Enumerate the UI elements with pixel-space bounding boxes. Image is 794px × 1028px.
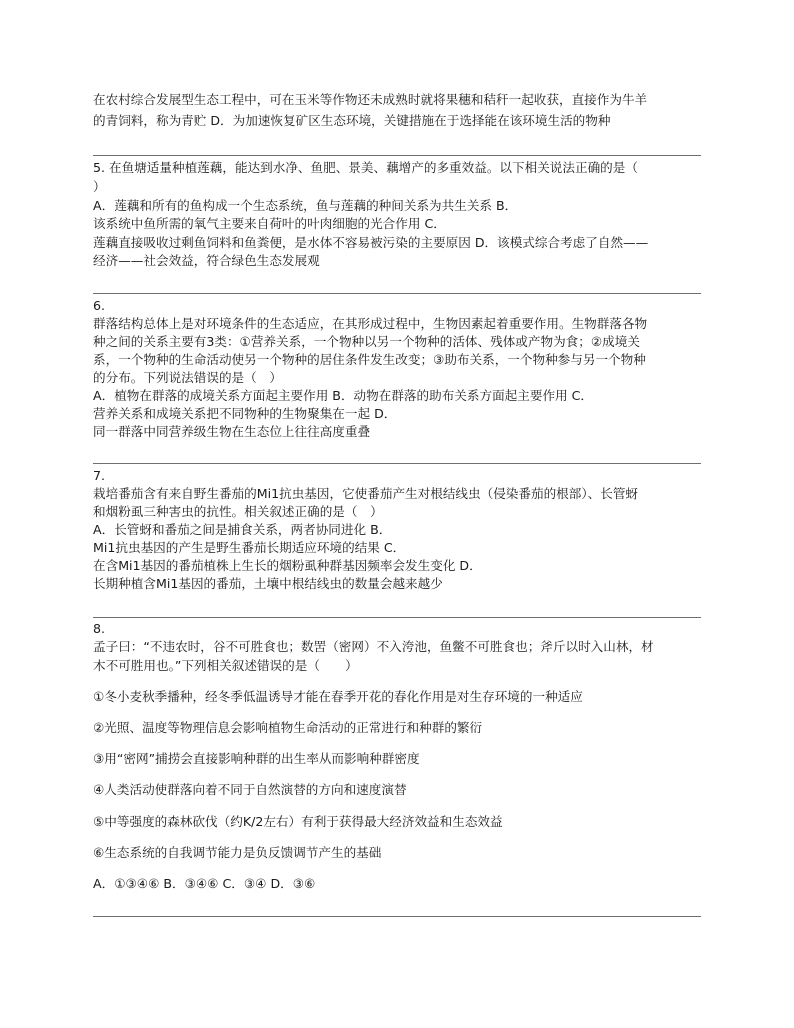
divider <box>93 293 701 294</box>
q8-statement: ②光照、温度等物理信息会影响植物生命活动的正常进行和种群的繁衍 <box>93 720 483 735</box>
q8-statement: ④人类活动使群落向着不同于自然演替的方向和速度演替 <box>93 782 407 797</box>
q6-number: 6. <box>93 298 106 313</box>
q8-statement: ①冬小麦秋季播种，经冬季低温诱导才能在春季开花的春化作用是对生存环境的一种适应 <box>93 689 583 704</box>
q7-number: 7. <box>93 468 106 483</box>
q8-statement: ③用“密网”捕捞会直接影响种群的出生率从而影响种群密度 <box>93 751 420 766</box>
q7-option: Mi1抗虫基因的产生是野生番茄长期适应环境的结果 C． <box>93 540 406 555</box>
intro-line: 在农村综合发展型生态工程中，可在玉米等作物还未成熟时就将果穗和秸秆一起收获，直接作为牛羊 <box>93 92 648 107</box>
divider <box>93 155 701 156</box>
q5-stem: 5. 在鱼塘适量种植莲藕，能达到水净、鱼肥、景美、藕增产的多重效益。以下相关说法正确的是（ <box>93 160 638 175</box>
q5-option: 该系统中鱼所需的氧气主要来自荷叶的叶肉细胞的光合作用 C． <box>93 216 446 231</box>
q8-options: A．①③④⑥ B．③④⑥ C．③④ D．③⑥ <box>93 876 316 891</box>
intro-line: 的青饲料，称为青贮 D．为加速恢复矿区生态环境，关键措施在于选择能在该环境生活的物种 <box>93 113 611 128</box>
q8-stem: 孟子曰：“不违农时，谷不可胜食也；数罟（密网）不入洿池，鱼鳖不可胜食也；斧斤以时入山林，材 <box>93 639 654 654</box>
q8-stem: 木不可胜用也。”下列相关叙述错误的是（ ） <box>93 658 358 673</box>
q8-number: 8. <box>93 621 106 636</box>
q7-stem: 栽培番茄含有来自野生番茄的Mi1抗虫基因，它使番茄产生对根结线虫（侵染番茄的根部）、长管蚜 <box>93 486 639 501</box>
q7-option: 在含Mi1基因的番茄植株上生长的烟粉虱种群基因频率会发生变化 D． <box>93 558 482 573</box>
q7-option: 长期种植含Mi1基因的番茄，土壤中根结线虫的数量会越来越少 <box>93 576 443 591</box>
q6-option: 同一群落中同营养级生物在生态位上往往高度重叠 <box>93 424 371 439</box>
q8-statement: ⑥生态系统的自我调节能力是负反馈调节产生的基础 <box>93 845 382 860</box>
q5-option: 经济——社会效益，符合绿色生态发展观 <box>93 253 320 268</box>
q7-stem: 和烟粉虱三种害虫的抗性。相关叙述正确的是（ ） <box>93 504 383 519</box>
q6-option: 营养关系和成境关系把不同物种的生物聚集在一起 D． <box>93 406 397 421</box>
q6-option: A．植物在群落的成境关系方面起主要作用 B．动物在群落的助布关系方面起主要作用 C． <box>93 388 594 403</box>
q6-stem: 系，一个物种的生命活动使另一个物种的居住条件发生改变；③助布关系，一个物种参与另一个物种 <box>93 352 646 367</box>
q6-stem: 的分布。下列说法错误的是（ ） <box>93 370 282 385</box>
q7-option: A．长管蚜和番茄之间是捕食关系，两者协同进化 B． <box>93 522 392 537</box>
q6-stem: 种之间的关系主要有3类：①营养关系，一个物种以另一个物种的活体、残体或产物为食；②成境关 <box>93 334 640 349</box>
q5-option: A．莲藕和所有的鱼构成一个生态系统，鱼与莲藕的种间关系为共生关系 B． <box>93 198 518 213</box>
q5-stem: ） <box>93 179 106 194</box>
q6-stem: 群落结构总体上是对环境条件的生态适应，在其形成过程中，生物因素起着重要作用。生物群落各物 <box>93 316 648 331</box>
divider <box>93 463 701 464</box>
divider <box>93 617 701 618</box>
divider <box>93 916 701 917</box>
q8-statement: ⑤中等强度的森林砍伐（约K/2左右）有利于获得最大经济效益和生态效益 <box>93 814 503 829</box>
q5-option: 莲藕直接吸收过剩鱼饲料和鱼粪便，是水体不容易被污染的主要原因 D．该模式综合考虑了自然—— <box>93 235 649 250</box>
